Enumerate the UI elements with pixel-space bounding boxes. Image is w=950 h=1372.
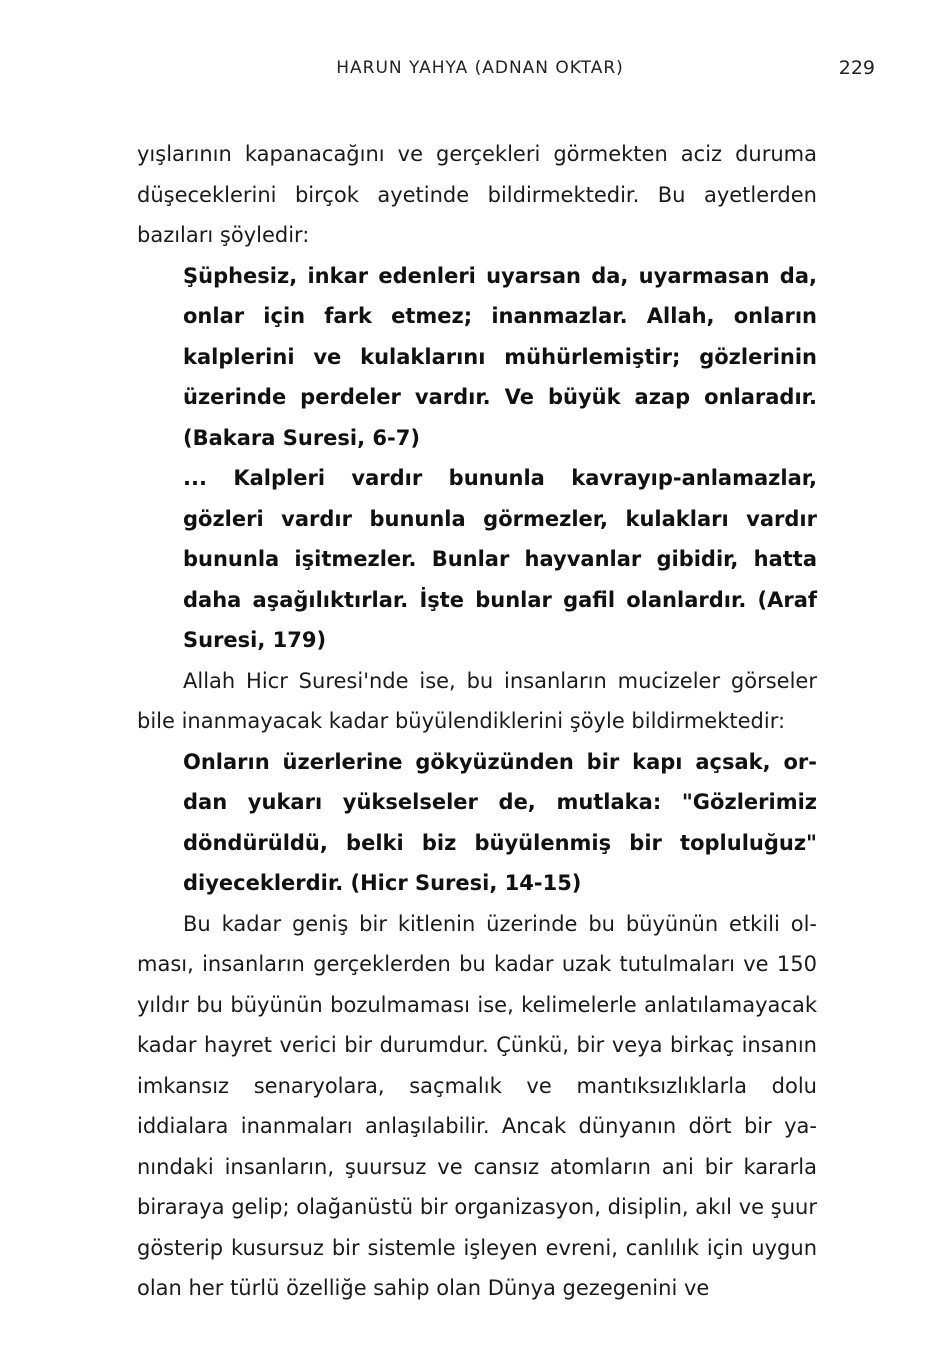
quote-hicr: Onların üzerlerine gökyüzünden bir kapı açsak, ordan yukarı yükselseler de, mutlaka: "Gözlerimiz döndürüldü, belki biz büyülenmiş bir topluluğuz" diyeceklerdir. (Hicr Suresi, 14-15): [183, 749, 817, 895]
paragraph-intro: yışlarının kapanacağını ve gerçekleri görmekten aciz duruma düşeceklerini birçok ayetinde bildirmektedir. Bu ayetlerden bazıları şöyledir:: [137, 142, 817, 247]
page-number: 229: [838, 57, 875, 79]
paragraph-main: Bu kadar geniş bir kitlenin üzerinde bu büyünün etkili olması, insanların gerçeklerden bu kadar uzak tutulmaları ve 150 yıldır bu büyünün bozulmaması ise, kelimelerle anlatılamayacak kadar hayret verici bir durumdur. Çünkü, bir veya birkaç insanın imkansız senaryolara, saçmalık ve mantıksızlıklarla dolu iddialara inanmaları anlaşılabilir. Ancak dünyanın dört bir yanındaki insanların, şuursuz ve cansız atomların ani bir kararla biraraya gelip; olağanüstü bir organizasyon, disiplin, akıl ve şuur gösterip kusursuz bir sistemle işleyen evreni, canlılık için uygun olan her türlü özelliğe sahip olan Dünya gezegenini ve: [137, 911, 817, 1300]
quote-bakara: Şüphesiz, inkar edenleri uyarsan da, uyarmasan da, onlar için fark etmez; inanmazlar. Allah, onların kalplerini ve kulaklarını mühürlemiştir; gözlerinin üzerinde perdeler vardır. Ve büyük azap onlaradır. (Bakara Suresi, 6-7): [183, 263, 817, 450]
running-title: HARUN YAHYA (ADNAN OKTAR): [336, 58, 624, 78]
running-header: [0, 56, 950, 86]
quote-araf: ... Kalpleri vardır bununla kavrayıp-anlamazlar, gözleri vardır bununla görmezler, kulakları vardır bununla işitmezler. Bunlar hayvanlar gibidir, hatta daha aşağılıktırlar. İşte bunlar gafil olanlardır. (Araf Suresi, 179): [183, 466, 817, 652]
paragraph-hicr-intro: Allah Hicr Suresi'nde ise, bu insanların mucizeler görseler bile inanmayacak kadar büyülendiklerini şöyle bildirmektedir:: [137, 668, 817, 733]
page-body: [137, 134, 817, 1309]
